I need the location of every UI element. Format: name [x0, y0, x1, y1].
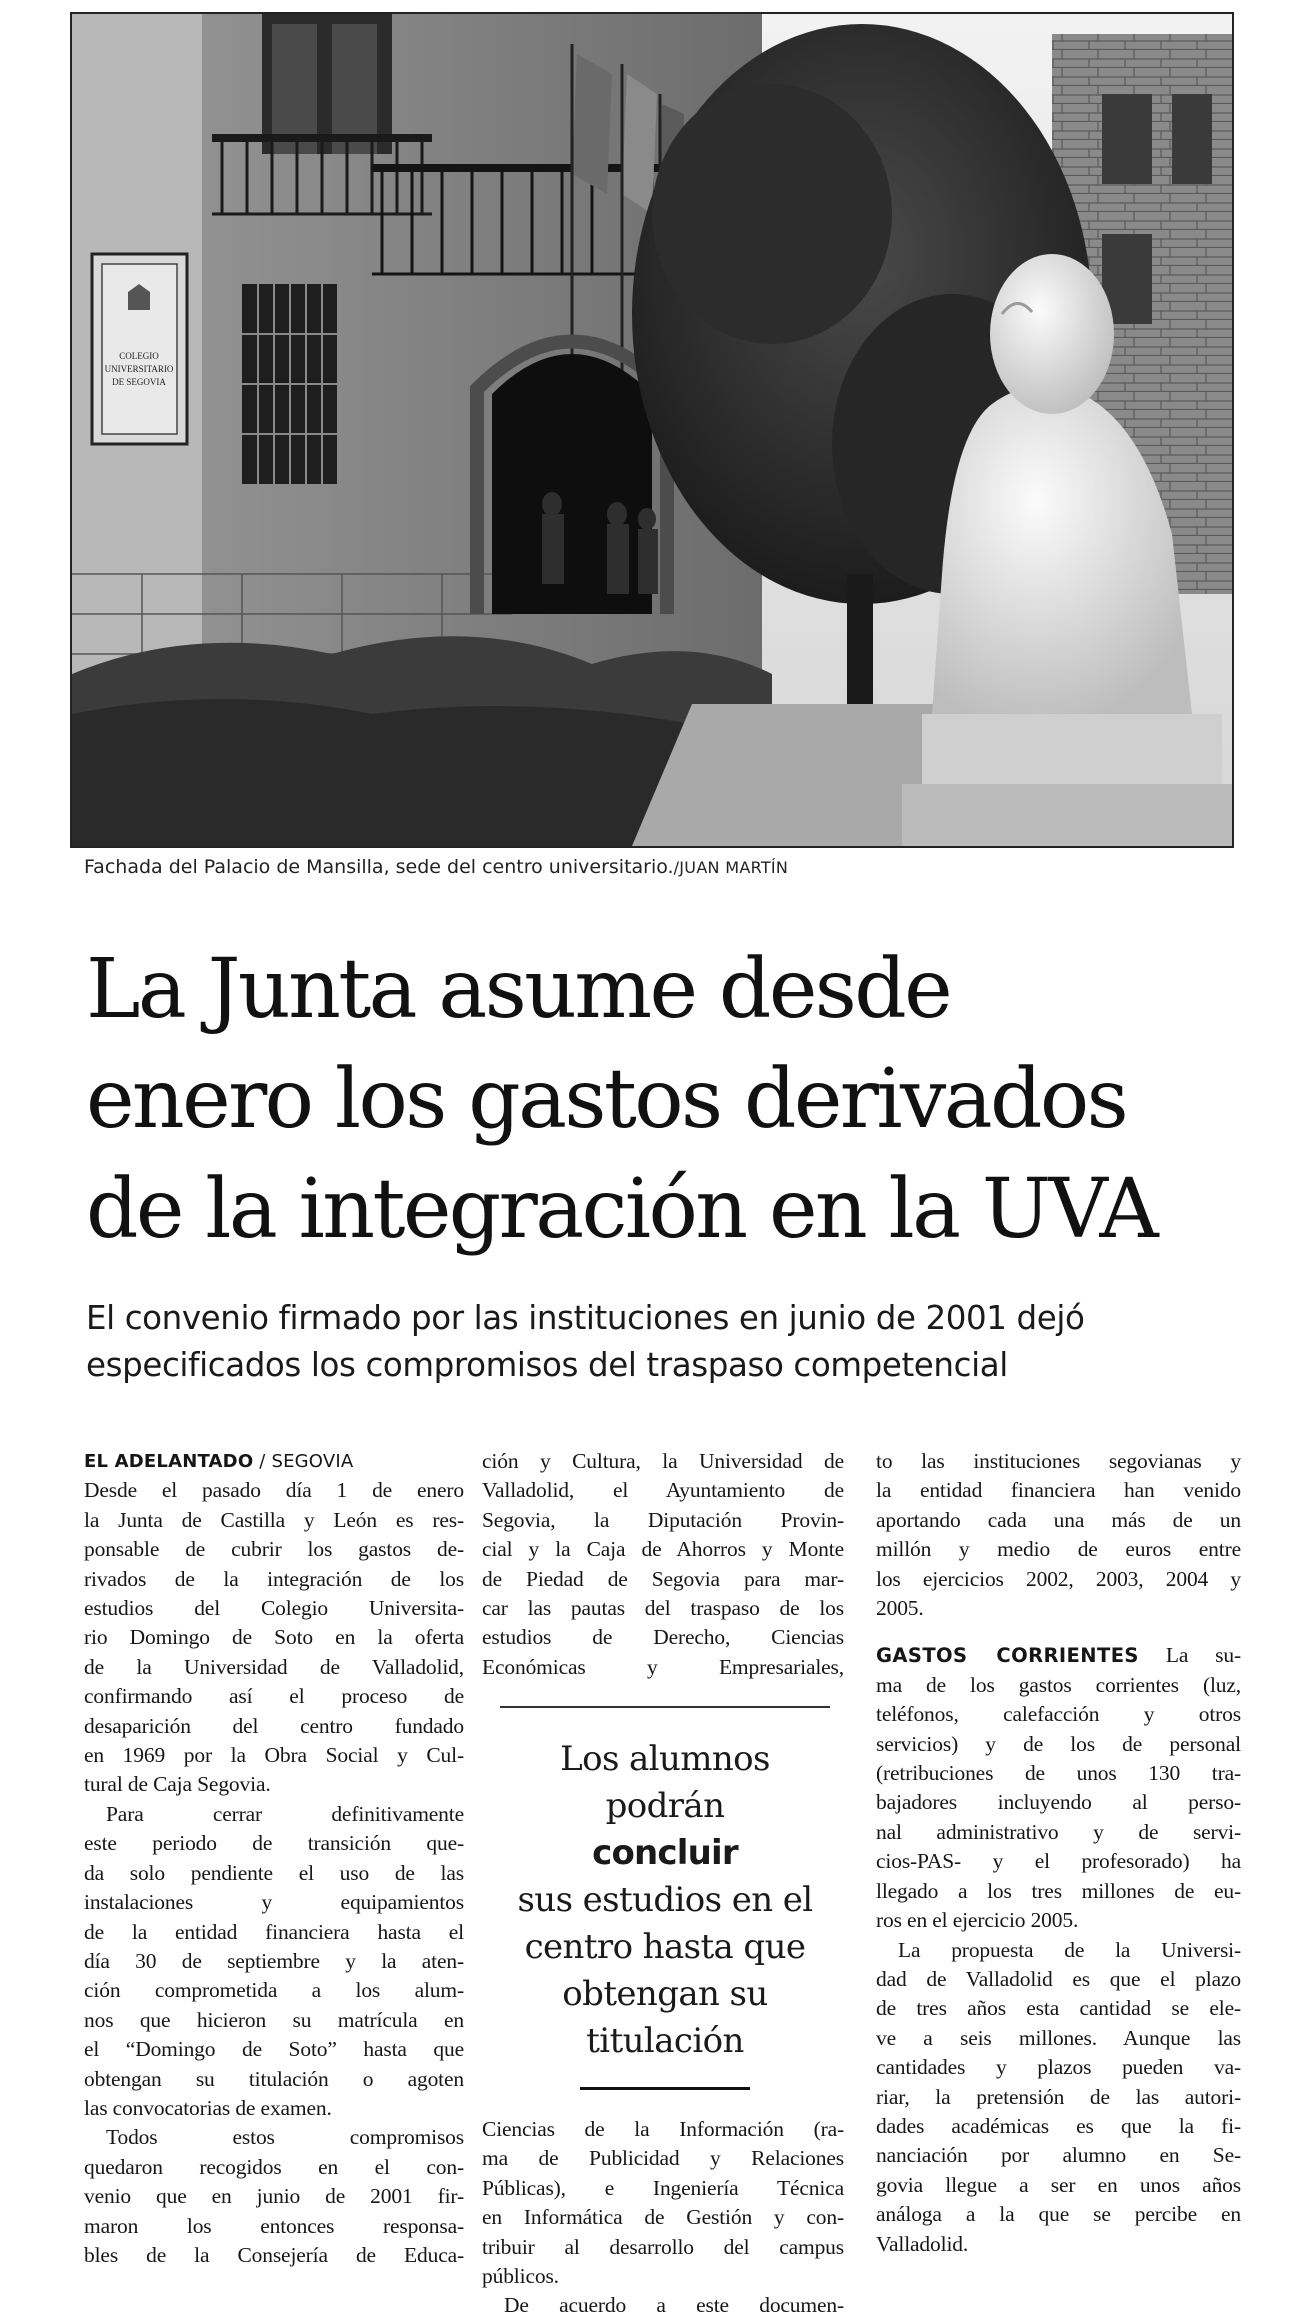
- body-line: quedaron recogidos en el con-: [84, 2154, 464, 2179]
- body-line: tribuir al desarrollo del campus: [482, 2234, 844, 2259]
- body-line: ma de los gastos corrientes (luz,: [876, 1672, 1241, 1697]
- body-line: la Junta de Castilla y León es res-: [84, 1507, 464, 1532]
- pull-quote-line: sus estudios en el: [517, 1880, 813, 1920]
- body-line: teléfonos, calefacción y otros: [876, 1702, 1241, 1727]
- body-line: riar, la pretensión de las autori-: [876, 2084, 1241, 2109]
- body-line: públicos.: [482, 2264, 559, 2289]
- body-line: bajadores incluyendo al perso-: [876, 1790, 1241, 1815]
- body-line: La propuesta de la Universi-: [898, 1937, 1241, 1962]
- body-line: dad de Valladolid es que el plazo: [876, 1966, 1241, 1991]
- headline-line: de la integración en la UVA: [86, 1162, 1157, 1257]
- body-line: ción comprometida a los alum-: [84, 1978, 464, 2003]
- plaque-text-line-1: COLEGIO: [119, 351, 159, 361]
- subheadline-line: El convenio firmado por las instituciones en junio de 2001 dejó: [86, 1299, 1085, 1337]
- body-line: 2005.: [876, 1596, 924, 1621]
- caption-text: Fachada del Palacio de Mansilla, sede del centro universitario.: [84, 856, 674, 878]
- byline-location: SEGOVIA: [271, 1451, 354, 1472]
- body-line: estudios de Derecho, Ciencias: [482, 1625, 844, 1650]
- body-line: de la entidad financiera hasta el: [84, 1919, 464, 1944]
- pull-quote-line: obtengan su: [562, 1974, 768, 2014]
- pull-quote-line: [500, 1783, 830, 1877]
- body-line: nal administrativo y de servi-: [876, 1819, 1241, 1844]
- body-line: bles de la Consejería de Educa-: [84, 2242, 464, 2267]
- pull-quote-rule-bottom: [580, 2087, 750, 2090]
- plaque-text-line-2: UNIVERSITARIO: [104, 364, 174, 374]
- body-line: nos que hicieron su matrícula en: [84, 2007, 464, 2032]
- body-line: Desde el pasado día 1 de enero: [84, 1478, 464, 1503]
- body-line: ma de Publicidad y Relaciones: [482, 2146, 844, 2171]
- body-line: Valladolid, el Ayuntamiento de: [482, 1478, 844, 1503]
- body-line: Públicas), e Ingeniería Técnica: [482, 2175, 844, 2200]
- body-line: car las pautas del traspaso de los: [482, 1596, 844, 1621]
- news-photo: [70, 12, 1234, 848]
- byline-separator: /: [253, 1451, 272, 1472]
- article-column-1: [84, 1447, 464, 2270]
- body-line-part: La su-: [1138, 1643, 1241, 1668]
- body-line: maron los entonces responsa-: [84, 2213, 464, 2238]
- pull-quote-rule-top: [500, 1706, 830, 1708]
- pull-quote-line-part: podrán: [605, 1786, 725, 1826]
- body-line: obtengan su titulación o agoten: [84, 2066, 464, 2091]
- body-line: confirmando así el proceso de: [84, 1684, 464, 1709]
- body-line: to las instituciones segovianas y: [876, 1449, 1241, 1473]
- headline: [86, 935, 1236, 1265]
- body-line: rio Domingo de Soto en la oferta: [84, 1625, 464, 1650]
- body-line: De acuerdo a este documen-: [504, 2293, 844, 2318]
- body-line: cios-PAS- y el profesorado) ha: [876, 1849, 1241, 1874]
- body-line: millón y medio de euros entre: [876, 1537, 1241, 1562]
- pull-quote-line: centro hasta que: [524, 1927, 806, 1967]
- body-line: nanciación por alumno en Se-: [876, 2143, 1241, 2168]
- body-line: ponsable de cubrir los gastos de-: [84, 1537, 464, 1562]
- body-line: cantidades y plazos pueden va-: [876, 2055, 1241, 2080]
- pull-quote-line: Los alumnos: [560, 1739, 770, 1779]
- subheadline: [86, 1295, 1236, 1389]
- body-line: estudios del Colegio Universita-: [84, 1596, 464, 1621]
- body-line: los ejercicios 2002, 2003, 2004 y: [876, 1566, 1241, 1591]
- article-column-2-bottom: [482, 2115, 844, 2321]
- body-line: dades académicas es que la fi-: [876, 2113, 1241, 2138]
- body-line: Para cerrar definitivamente: [106, 1801, 464, 1826]
- headline-line: enero los gastos derivados: [86, 1052, 1127, 1147]
- plaque-text-line-3: DE SEGOVIA: [112, 377, 166, 387]
- pull-quote-line: titulación: [586, 2021, 744, 2061]
- body-line: de Piedad de Segovia para mar-: [482, 1566, 844, 1591]
- body-line: cial y la Caja de Ahorros y Monte: [482, 1537, 844, 1562]
- section-gap: [876, 1623, 1241, 1641]
- body-line: Todos estos compromisos: [106, 2125, 464, 2150]
- body-line: instalaciones y equipamientos: [84, 1890, 464, 1915]
- byline-outlet: EL ADELANTADO: [84, 1451, 254, 1472]
- body-line: ción y Cultura, la Universidad de: [482, 1449, 844, 1473]
- body-line: llegado a los tres millones de eu-: [876, 1878, 1241, 1903]
- photo-caption: [84, 856, 1224, 878]
- body-line: ros en el ejercicio 2005.: [876, 1908, 1079, 1933]
- body-line: govia llegue a ser en unos años: [876, 2172, 1241, 2197]
- body-line: aportando cada una más de un: [876, 1507, 1241, 1532]
- pull-quote-emphasis: concluir: [592, 1833, 738, 1873]
- body-line: el “Domingo de Soto” hasta que: [84, 2037, 464, 2062]
- article-column-3: [876, 1447, 1241, 2259]
- byline: [84, 1447, 464, 1476]
- body-line: servicios) y de los de personal: [876, 1731, 1241, 1756]
- body-line: análoga a la que se percibe en: [876, 2202, 1241, 2227]
- body-line: la entidad financiera han venido: [876, 1478, 1241, 1503]
- article-column-2-top: [482, 1447, 844, 1682]
- photo-credit: /JUAN MARTÍN: [673, 858, 789, 877]
- body-line: venio que en junio de 2001 fir-: [84, 2184, 464, 2209]
- body-line: día 30 de septiembre y la aten-: [84, 1948, 464, 1973]
- body-line: en Informática de Gestión y con-: [482, 2205, 844, 2230]
- body-line: Segovia, la Diputación Provin-: [482, 1507, 844, 1532]
- subheadline-line: especificados los compromisos del traspaso competencial: [86, 1346, 1008, 1384]
- section-heading-line: [876, 1641, 1241, 1670]
- body-line: las convocatorias de examen.: [84, 2095, 332, 2120]
- body-line: Valladolid.: [876, 2231, 969, 2256]
- body-line: Económicas y Empresariales,: [482, 1654, 844, 1679]
- body-line: Ciencias de la Información (ra-: [482, 2117, 844, 2141]
- pull-quote: [500, 1706, 830, 2090]
- headline-line: La Junta asume desde: [86, 942, 951, 1037]
- body-line: tural de Caja Segovia.: [84, 1772, 271, 1797]
- body-line: de la Universidad de Valladolid,: [84, 1654, 464, 1679]
- pull-quote-text: [500, 1736, 830, 2065]
- body-line: de tres años esta cantidad se ele-: [876, 1996, 1241, 2021]
- body-line: este periodo de transición que-: [84, 1831, 464, 1856]
- body-line: ve a seis millones. Aunque las: [876, 2025, 1241, 2050]
- body-line: en 1969 por la Obra Social y Cul-: [84, 1743, 464, 1768]
- body-line: desaparición del centro fundado: [84, 1713, 464, 1738]
- section-heading: GASTOS CORRIENTES: [876, 1644, 1139, 1668]
- body-line: da solo pendiente el uso de las: [84, 1860, 464, 1885]
- body-line: (retribuciones de unos 130 tra-: [876, 1761, 1241, 1786]
- body-line: rivados de la integración de los: [84, 1566, 464, 1591]
